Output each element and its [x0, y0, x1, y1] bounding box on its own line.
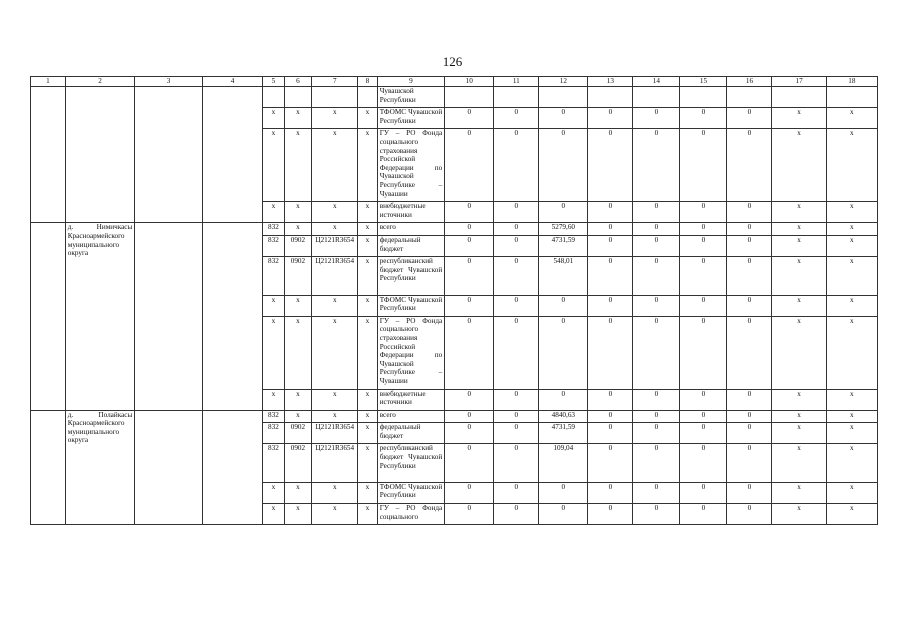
code-cell-c6: 0902 — [284, 235, 312, 256]
table-row — [31, 87, 878, 108]
header-cell: 14 — [633, 77, 680, 87]
value-cell — [826, 87, 877, 108]
header-cell: 7 — [312, 77, 358, 87]
value-cell: 0 — [539, 482, 588, 503]
value-cell: 0 — [727, 504, 772, 525]
funding-source-cell: Чувашской Республики — [377, 87, 445, 108]
value-cell: 0 — [494, 504, 539, 525]
table-row — [31, 410, 878, 423]
header-cell: 16 — [727, 77, 772, 87]
code-cell-c8: x — [358, 257, 377, 295]
value-cell: 0 — [727, 316, 772, 389]
value-cell: 0 — [633, 235, 680, 256]
value-cell: 0 — [680, 257, 727, 295]
value-cell: 0 — [588, 108, 633, 129]
value-cell: 0 — [494, 129, 539, 202]
page-number: 126 — [442, 54, 463, 69]
value-cell: 0 — [539, 316, 588, 389]
code-cell-c8: x — [358, 389, 377, 410]
funding-source-cell: республиканский бюджет Чувашской Республики — [377, 444, 445, 482]
value-cell: 0 — [633, 316, 680, 389]
header-cell: 5 — [263, 77, 284, 87]
value-cell: 0 — [539, 295, 588, 316]
value-cell: x — [772, 129, 826, 202]
value-cell: 0 — [633, 223, 680, 236]
value-cell: 0 — [680, 235, 727, 256]
code-cell-c8: x — [358, 482, 377, 503]
value-cell: 0 — [588, 423, 633, 444]
value-cell: 0 — [727, 423, 772, 444]
value-cell: 0 — [680, 202, 727, 223]
funding-source-cell: ГУ – РО Фонда социального страхования Российской Федерации по Чувашской Республике – Чувашии — [377, 129, 445, 202]
value-cell: 0 — [588, 389, 633, 410]
header-cell: 18 — [826, 77, 877, 87]
value-cell: 0 — [727, 223, 772, 236]
col-4-cell — [202, 410, 262, 525]
value-cell: x — [772, 257, 826, 295]
value-cell: x — [826, 257, 877, 295]
value-cell — [633, 87, 680, 108]
header-cell: 15 — [680, 77, 727, 87]
code-cell-c5 — [263, 87, 284, 108]
municipality-cell — [65, 87, 135, 223]
header-cell: 13 — [588, 77, 633, 87]
code-cell-c7: x — [312, 202, 358, 223]
code-cell-c5: x — [263, 202, 284, 223]
col-3-cell — [135, 223, 203, 410]
value-cell: 0 — [445, 202, 494, 223]
code-cell-c8: x — [358, 235, 377, 256]
code-cell-c6: x — [284, 129, 312, 202]
value-cell: 0 — [633, 295, 680, 316]
value-cell — [494, 87, 539, 108]
code-cell-c7: x — [312, 389, 358, 410]
code-cell-c6: x — [284, 295, 312, 316]
value-cell: 0 — [588, 223, 633, 236]
value-cell: 0 — [727, 444, 772, 482]
value-cell: 0 — [494, 108, 539, 129]
code-cell-c5: x — [263, 389, 284, 410]
value-cell: x — [826, 295, 877, 316]
code-cell-c6: x — [284, 223, 312, 236]
value-cell: 0 — [727, 410, 772, 423]
col-1-cell — [31, 410, 66, 525]
code-cell-c8: x — [358, 295, 377, 316]
code-cell-c7: x — [312, 129, 358, 202]
value-cell: 0 — [494, 295, 539, 316]
funding-source-cell: всего — [377, 223, 445, 236]
header-cell: 12 — [539, 77, 588, 87]
value-cell: x — [772, 108, 826, 129]
funding-source-cell: ТФОМС Чувашской Республики — [377, 482, 445, 503]
code-cell-c7: x — [312, 482, 358, 503]
funding-source-cell: республиканский бюджет Чувашской Республики — [377, 257, 445, 295]
value-cell: 109,04 — [539, 444, 588, 482]
municipality-cell: д. Полайкасы Красноармейского муниципального округа — [65, 410, 135, 525]
value-cell: 0 — [445, 389, 494, 410]
funding-source-cell: внебюджетные источники — [377, 389, 445, 410]
code-cell-c8: x — [358, 423, 377, 444]
value-cell: 0 — [494, 316, 539, 389]
value-cell: x — [772, 504, 826, 525]
code-cell-c5: 832 — [263, 423, 284, 444]
code-cell-c7: Ц2121R3654 — [312, 444, 358, 482]
col-3-cell — [135, 410, 203, 525]
value-cell: x — [826, 389, 877, 410]
value-cell: 0 — [633, 202, 680, 223]
value-cell: 0 — [445, 410, 494, 423]
value-cell: x — [772, 316, 826, 389]
value-cell: 0 — [680, 444, 727, 482]
value-cell: 0 — [680, 295, 727, 316]
code-cell-c6: 0902 — [284, 423, 312, 444]
header-cell: 17 — [772, 77, 826, 87]
header-cell: 3 — [135, 77, 203, 87]
value-cell: 4840,63 — [539, 410, 588, 423]
value-cell: 0 — [494, 423, 539, 444]
code-cell-c5: 832 — [263, 223, 284, 236]
value-cell: 0 — [445, 108, 494, 129]
value-cell: 4731,59 — [539, 423, 588, 444]
code-cell-c7: x — [312, 410, 358, 423]
value-cell: 0 — [633, 504, 680, 525]
value-cell: x — [772, 202, 826, 223]
value-cell: 0 — [633, 108, 680, 129]
value-cell: 0 — [727, 202, 772, 223]
value-cell: 0 — [539, 129, 588, 202]
code-cell-c8: x — [358, 108, 377, 129]
code-cell-c6: x — [284, 504, 312, 525]
value-cell — [588, 87, 633, 108]
value-cell: x — [826, 202, 877, 223]
value-cell: 0 — [680, 129, 727, 202]
code-cell-c6 — [284, 87, 312, 108]
value-cell: 0 — [494, 389, 539, 410]
value-cell: 0 — [633, 410, 680, 423]
value-cell: 0 — [588, 444, 633, 482]
value-cell: 0 — [588, 316, 633, 389]
code-cell-c8: x — [358, 444, 377, 482]
value-cell: 0 — [727, 108, 772, 129]
value-cell: 0 — [727, 257, 772, 295]
code-cell-c7: x — [312, 223, 358, 236]
value-cell: 0 — [633, 129, 680, 202]
value-cell: 0 — [494, 444, 539, 482]
value-cell: 0 — [588, 257, 633, 295]
value-cell: 0 — [588, 129, 633, 202]
code-cell-c5: 832 — [263, 410, 284, 423]
value-cell: 0 — [588, 482, 633, 503]
value-cell: 0 — [633, 482, 680, 503]
value-cell — [680, 87, 727, 108]
value-cell: x — [772, 295, 826, 316]
value-cell: 0 — [445, 129, 494, 202]
value-cell: 0 — [588, 235, 633, 256]
value-cell: 0 — [680, 316, 727, 389]
value-cell: x — [826, 423, 877, 444]
budget-table — [30, 76, 878, 525]
value-cell: 0 — [680, 108, 727, 129]
funding-source-cell: ТФОМС Чувашской Республики — [377, 108, 445, 129]
code-cell-c6: x — [284, 202, 312, 223]
code-cell-c7: Ц2121R3654 — [312, 423, 358, 444]
value-cell: 0 — [494, 482, 539, 503]
code-cell-c5: 832 — [263, 235, 284, 256]
table-row — [31, 223, 878, 236]
value-cell: 0 — [727, 129, 772, 202]
code-cell-c6: x — [284, 389, 312, 410]
header-row — [31, 77, 878, 87]
code-cell-c7: x — [312, 504, 358, 525]
funding-source-cell: внебюджетные источники — [377, 202, 445, 223]
code-cell-c8: x — [358, 504, 377, 525]
code-cell-c7: x — [312, 108, 358, 129]
code-cell-c5: x — [263, 129, 284, 202]
header-cell: 11 — [494, 77, 539, 87]
value-cell: 0 — [494, 202, 539, 223]
code-cell-c5: x — [263, 316, 284, 389]
code-cell-c5: x — [263, 295, 284, 316]
value-cell: x — [826, 223, 877, 236]
value-cell: 0 — [539, 504, 588, 525]
value-cell: 0 — [445, 504, 494, 525]
code-cell-c6: x — [284, 316, 312, 389]
value-cell — [445, 87, 494, 108]
col-4-cell — [202, 87, 262, 223]
value-cell: 0 — [494, 235, 539, 256]
value-cell: 0 — [727, 482, 772, 503]
col-4-cell — [202, 223, 262, 410]
value-cell: x — [826, 316, 877, 389]
value-cell: x — [772, 410, 826, 423]
value-cell: 0 — [680, 504, 727, 525]
value-cell: 0 — [445, 423, 494, 444]
value-cell: 0 — [633, 389, 680, 410]
code-cell-c8: x — [358, 223, 377, 236]
value-cell: 0 — [588, 295, 633, 316]
value-cell: x — [826, 410, 877, 423]
value-cell — [539, 87, 588, 108]
value-cell: 0 — [445, 257, 494, 295]
col-3-cell — [135, 87, 203, 223]
funding-source-cell: федеральный бюджет — [377, 235, 445, 256]
code-cell-c7: Ц2121R3654 — [312, 235, 358, 256]
code-cell-c8: x — [358, 410, 377, 423]
value-cell: x — [826, 129, 877, 202]
value-cell: 0 — [588, 504, 633, 525]
value-cell: 0 — [727, 389, 772, 410]
value-cell: x — [772, 223, 826, 236]
value-cell: x — [772, 423, 826, 444]
code-cell-c8: x — [358, 316, 377, 389]
code-cell-c5: 832 — [263, 444, 284, 482]
value-cell — [772, 87, 826, 108]
code-cell-c5: 832 — [263, 257, 284, 295]
code-cell-c7 — [312, 87, 358, 108]
value-cell: 5279,60 — [539, 223, 588, 236]
funding-source-cell: ТФОМС Чувашской Республики — [377, 295, 445, 316]
value-cell: 0 — [539, 202, 588, 223]
value-cell: 0 — [539, 389, 588, 410]
header-cell: 1 — [31, 77, 66, 87]
funding-source-cell: федеральный бюджет — [377, 423, 445, 444]
col-1-cell — [31, 87, 66, 223]
funding-source-cell: всего — [377, 410, 445, 423]
code-cell-c7: Ц2121R3654 — [312, 257, 358, 295]
code-cell-c6: x — [284, 482, 312, 503]
value-cell: x — [772, 444, 826, 482]
value-cell: 0 — [680, 389, 727, 410]
value-cell: 0 — [588, 202, 633, 223]
header-cell: 10 — [445, 77, 494, 87]
value-cell: 0 — [727, 235, 772, 256]
funding-source-cell: ГУ – РО Фонда социального страхования Российской Федерации по Чувашской Республике – Чувашии — [377, 316, 445, 389]
code-cell-c8 — [358, 87, 377, 108]
code-cell-c6: x — [284, 410, 312, 423]
value-cell: 0 — [588, 410, 633, 423]
value-cell: 0 — [445, 295, 494, 316]
value-cell: 0 — [494, 410, 539, 423]
value-cell: 0 — [633, 423, 680, 444]
value-cell: 0 — [727, 295, 772, 316]
value-cell: 0 — [445, 444, 494, 482]
value-cell: 0 — [445, 235, 494, 256]
value-cell: 0 — [494, 223, 539, 236]
value-cell: 0 — [445, 316, 494, 389]
value-cell: 0 — [633, 257, 680, 295]
code-cell-c8: x — [358, 129, 377, 202]
value-cell: 0 — [680, 482, 727, 503]
header-cell: 2 — [65, 77, 135, 87]
code-cell-c7: x — [312, 316, 358, 389]
code-cell-c6: 0902 — [284, 257, 312, 295]
funding-source-cell: ГУ – РО Фонда социального — [377, 504, 445, 525]
value-cell: x — [826, 235, 877, 256]
code-cell-c8: x — [358, 202, 377, 223]
value-cell: x — [826, 504, 877, 525]
value-cell: x — [826, 444, 877, 482]
value-cell: 0 — [680, 223, 727, 236]
code-cell-c5: x — [263, 482, 284, 503]
col-1-cell — [31, 223, 66, 410]
code-cell-c5: x — [263, 504, 284, 525]
value-cell: 548,01 — [539, 257, 588, 295]
header-cell: 6 — [284, 77, 312, 87]
value-cell: 0 — [539, 108, 588, 129]
header-cell: 8 — [358, 77, 377, 87]
code-cell-c7: x — [312, 295, 358, 316]
header-cell: 9 — [377, 77, 445, 87]
header-cell: 4 — [202, 77, 262, 87]
value-cell: x — [772, 389, 826, 410]
value-cell: x — [826, 482, 877, 503]
value-cell: 0 — [633, 444, 680, 482]
value-cell: x — [772, 235, 826, 256]
value-cell: 0 — [680, 423, 727, 444]
value-cell: 0 — [445, 482, 494, 503]
code-cell-c6: 0902 — [284, 444, 312, 482]
municipality-cell: д. Нимичкасы Красноармейского муниципального округа — [65, 223, 135, 410]
value-cell: 0 — [445, 223, 494, 236]
value-cell: 0 — [494, 257, 539, 295]
value-cell — [727, 87, 772, 108]
code-cell-c6: x — [284, 108, 312, 129]
code-cell-c5: x — [263, 108, 284, 129]
value-cell: 4731,59 — [539, 235, 588, 256]
value-cell: x — [826, 108, 877, 129]
value-cell: x — [772, 482, 826, 503]
value-cell: 0 — [680, 410, 727, 423]
